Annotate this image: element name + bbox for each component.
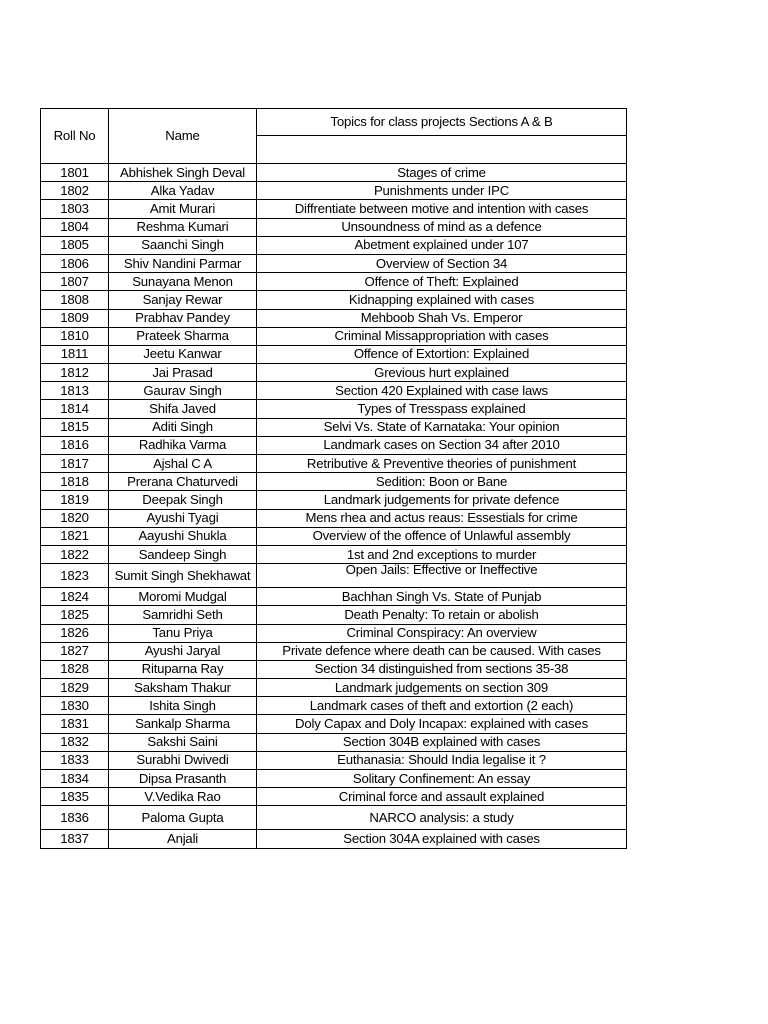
topic-cell: Overview of Section 34 [257,254,627,272]
table-row [41,182,627,200]
roll-no-cell: 1832 [41,733,109,751]
table-row [41,254,627,272]
topic-cell: NARCO analysis: a study [257,806,627,830]
name-cell: Saanchi Singh [109,236,257,254]
name-cell: Alka Yadav [109,182,257,200]
roll-no-cell: 1820 [41,509,109,527]
name-cell: Jeetu Kanwar [109,345,257,363]
name-cell: Moromi Mudgal [109,588,257,606]
roll-no-cell: 1808 [41,291,109,309]
name-cell: Ajshal C A [109,455,257,473]
table-row [41,200,627,218]
roll-no-cell: 1817 [41,455,109,473]
roll-no-cell: 1806 [41,254,109,272]
roll-no-cell: 1822 [41,545,109,563]
topic-cell: Criminal Conspiracy: An overview [257,624,627,642]
topic-cell: Open Jails: Effective or Ineffective [257,564,627,588]
roll-no-cell: 1819 [41,491,109,509]
name-cell: Gaurav Singh [109,382,257,400]
name-cell: Rituparna Ray [109,660,257,678]
table-row [41,564,627,588]
name-cell: Shifa Javed [109,400,257,418]
roll-no-cell: 1809 [41,309,109,327]
roll-no-cell: 1821 [41,527,109,545]
roll-no-cell: 1827 [41,642,109,660]
roll-no-cell: 1814 [41,400,109,418]
table-row [41,400,627,418]
table-row [41,527,627,545]
header-roll-no: Roll No [41,109,109,164]
topic-cell: Landmark cases of theft and extortion (2 each) [257,697,627,715]
topic-cell: Types of Tresspass explained [257,400,627,418]
topic-cell: Sedition: Boon or Bane [257,473,627,491]
name-cell: Aditi Singh [109,418,257,436]
name-cell: Sankalp Sharma [109,715,257,733]
name-cell: Paloma Gupta [109,806,257,830]
name-cell: Anjali [109,830,257,848]
topic-cell: Private defence where death can be caused. With cases [257,642,627,660]
name-cell: Ayushi Tyagi [109,509,257,527]
topic-cell: Criminal Missappropriation with cases [257,327,627,345]
table-row [41,364,627,382]
roll-no-cell: 1811 [41,345,109,363]
table-row [41,788,627,806]
roll-no-cell: 1813 [41,382,109,400]
name-cell: Saksham Thakur [109,679,257,697]
table-row [41,830,627,848]
name-cell: Abhishek Singh Deval [109,164,257,182]
table-row [41,660,627,678]
table-row [41,164,627,182]
topic-cell: Offence of Theft: Explained [257,273,627,291]
topic-cell: Criminal force and assault explained [257,788,627,806]
topic-cell: Doly Capax and Doly Incapax: explained with cases [257,715,627,733]
table-row [41,806,627,830]
table-row [41,473,627,491]
name-cell: Sanjay Rewar [109,291,257,309]
topic-cell: Offence of Extortion: Explained [257,345,627,363]
name-cell: Ayushi Jaryal [109,642,257,660]
topic-cell: Mens rhea and actus reaus: Essestials for crime [257,509,627,527]
roll-no-cell: 1826 [41,624,109,642]
project-topics-table [40,108,627,849]
name-cell: Radhika Varma [109,436,257,454]
name-cell: Reshma Kumari [109,218,257,236]
roll-no-cell: 1815 [41,418,109,436]
topic-cell: Diffrentiate between motive and intention with cases [257,200,627,218]
table-row [41,273,627,291]
topic-cell: Section 304B explained with cases [257,733,627,751]
table-body [41,109,627,849]
topic-cell: Section 304A explained with cases [257,830,627,848]
table-row [41,770,627,788]
header-topics: Topics for class projects Sections A & B [257,109,627,136]
topic-cell: Death Penalty: To retain or abolish [257,606,627,624]
roll-no-cell: 1807 [41,273,109,291]
roll-no-cell: 1831 [41,715,109,733]
table-row [41,382,627,400]
table-row [41,309,627,327]
topic-cell: Solitary Confinement: An essay [257,770,627,788]
roll-no-cell: 1804 [41,218,109,236]
topic-cell: Landmark cases on Section 34 after 2010 [257,436,627,454]
table-row [41,697,627,715]
name-cell: Shiv Nandini Parmar [109,254,257,272]
roll-no-cell: 1803 [41,200,109,218]
header-name: Name [109,109,257,164]
topic-cell: Unsoundness of mind as a defence [257,218,627,236]
table-row [41,733,627,751]
roll-no-cell: 1828 [41,660,109,678]
name-cell: Prateek Sharma [109,327,257,345]
name-cell: Prabhav Pandey [109,309,257,327]
roll-no-cell: 1818 [41,473,109,491]
table-row [41,715,627,733]
table-row [41,436,627,454]
table-row [41,642,627,660]
roll-no-cell: 1802 [41,182,109,200]
roll-no-cell: 1835 [41,788,109,806]
name-cell: V.Vedika Rao [109,788,257,806]
roll-no-cell: 1829 [41,679,109,697]
name-cell: Sandeep Singh [109,545,257,563]
roll-no-cell: 1816 [41,436,109,454]
name-cell: Sumit Singh Shekhawat [109,564,257,588]
topic-cell: Mehboob Shah Vs. Emperor [257,309,627,327]
name-cell: Ishita Singh [109,697,257,715]
roll-no-cell: 1823 [41,564,109,588]
roll-no-cell: 1825 [41,606,109,624]
roll-no-cell: 1830 [41,697,109,715]
table-row [41,455,627,473]
topic-cell: Bachhan Singh Vs. State of Punjab [257,588,627,606]
name-cell: Prerana Chaturvedi [109,473,257,491]
roll-no-cell: 1810 [41,327,109,345]
name-cell: Sunayana Menon [109,273,257,291]
table-row [41,491,627,509]
roll-no-cell: 1833 [41,751,109,769]
topic-cell: Kidnapping explained with cases [257,291,627,309]
name-cell: Sakshi Saini [109,733,257,751]
topic-cell: Retributive & Preventive theories of punishment [257,455,627,473]
table-row [41,588,627,606]
topic-cell: Grevious hurt explained [257,364,627,382]
table-row [41,418,627,436]
table-row [41,624,627,642]
name-cell: Samridhi Seth [109,606,257,624]
roll-no-cell: 1801 [41,164,109,182]
table-row [41,545,627,563]
name-cell: Deepak Singh [109,491,257,509]
topic-cell: Landmark judgements for private defence [257,491,627,509]
table-row [41,291,627,309]
table-row [41,509,627,527]
table-row [41,345,627,363]
topic-cell: 1st and 2nd exceptions to murder [257,545,627,563]
topic-cell: Overview of the offence of Unlawful assembly [257,527,627,545]
header-row [41,109,627,136]
table-row [41,218,627,236]
name-cell: Tanu Priya [109,624,257,642]
topic-cell: Section 34 distinguished from sections 35-38 [257,660,627,678]
topic-cell: Landmark judgements on section 309 [257,679,627,697]
roll-no-cell: 1836 [41,806,109,830]
topic-cell: Abetment explained under 107 [257,236,627,254]
roll-no-cell: 1837 [41,830,109,848]
name-cell: Aayushi Shukla [109,527,257,545]
table-row [41,679,627,697]
table-row [41,751,627,769]
name-cell: Dipsa Prasanth [109,770,257,788]
topic-cell: Section 420 Explained with case laws [257,382,627,400]
header-topics-blank-cell [257,136,627,164]
roll-no-cell: 1834 [41,770,109,788]
topic-cell: Punishments under IPC [257,182,627,200]
name-cell: Surabhi Dwivedi [109,751,257,769]
roll-no-cell: 1824 [41,588,109,606]
roll-no-cell: 1805 [41,236,109,254]
name-cell: Jai Prasad [109,364,257,382]
topic-cell: Stages of crime [257,164,627,182]
table-row [41,327,627,345]
table-row [41,236,627,254]
table-row [41,606,627,624]
topic-cell: Selvi Vs. State of Karnataka: Your opinion [257,418,627,436]
roll-no-cell: 1812 [41,364,109,382]
name-cell: Amit Murari [109,200,257,218]
topic-cell: Euthanasia: Should India legalise it ? [257,751,627,769]
